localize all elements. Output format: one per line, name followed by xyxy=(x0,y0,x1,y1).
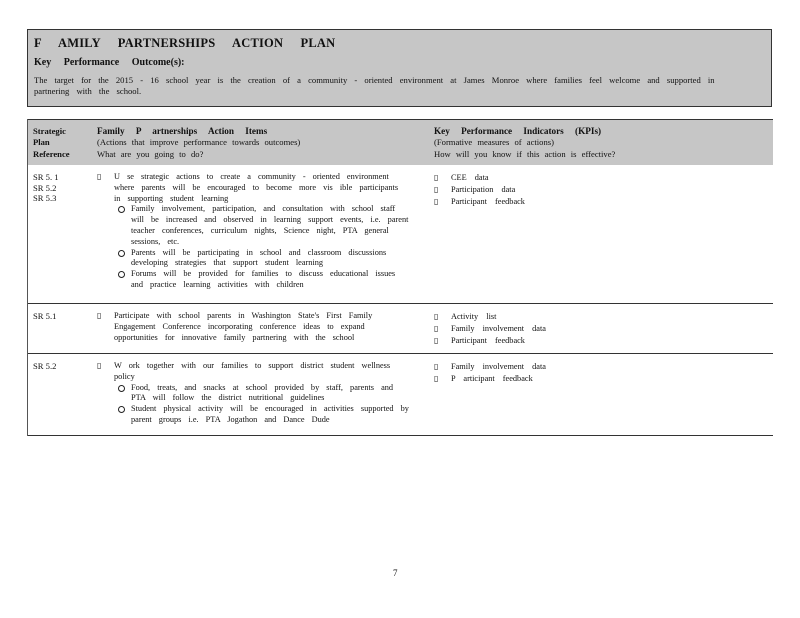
kpi-item: ▯ Family involvement data xyxy=(434,323,546,335)
bullet-icon: ▯ xyxy=(97,172,102,181)
kpo-label: Key Performance Outcome(s): xyxy=(34,57,185,68)
table-row xyxy=(28,165,773,304)
bullet-icon: ▯ xyxy=(97,361,102,370)
plan-reference: SR 5.1 xyxy=(33,311,57,321)
bullet-icon: ▯ xyxy=(97,311,102,320)
action-item: U se strategic actions to create a community - oriented environment where parents will be encouraged to become more vis ible participants in supporting student learning Family involvement, participation, and consultation with school staff will be increased and observed in learning support events, i.e. parent teacher conferences, curriculum nights, Science night, PTA general sessions, etc. Parents will be participating in school and classroom discussions developing strategies that support student learning Forums will be provided for families to discuss educational issues and practice learning activities with children xyxy=(114,172,409,289)
sub-item: Family involvement, participation, and consultation with school staff will be increased and observed in learning support events, i.e. parent teacher conferences, curriculum nights, Science night, PTA general sessions, etc. xyxy=(114,204,409,247)
kpi-item: ▯ Participation data xyxy=(434,184,525,196)
target-text: The target for the 2015 - 16 school year is the creation of a community - oriented environment at James Monroe where families feel welcome and supported in partnering with the school. xyxy=(34,75,715,96)
kpi-list xyxy=(434,172,525,208)
kpi-item: ▯ Activity list xyxy=(434,311,546,323)
table-row xyxy=(28,354,773,436)
page-title: F AMILY PARTNERSHIPS ACTION PLAN xyxy=(34,36,336,50)
sub-item: Food, treats, and snacks at school provided by staff, parents and PTA will follow the district nutritional guidelines xyxy=(114,383,409,405)
header-box xyxy=(27,29,772,107)
kpi-list xyxy=(434,311,546,347)
sub-item: Forums will be provided for families to discuss educational issues and practice learning activities with children xyxy=(114,269,409,291)
action-item: Participate with school parents in Washington State's First Family Engagement Conference incorporating conference ideas to expand opportunities for innovative family partnering with the school xyxy=(114,311,373,342)
table-row xyxy=(28,304,773,354)
kpi-item: ▯ CEE data xyxy=(434,172,525,184)
page-number: 7 xyxy=(393,568,398,578)
kpi-item: ▯ Family involvement data xyxy=(434,361,546,373)
table-header xyxy=(28,119,773,165)
kpi-list xyxy=(434,361,546,385)
kpi-item: ▯ Participant feedback xyxy=(434,335,546,347)
action-item: W ork together with our families to support district student wellness policy Food, treats, and snacks at school provided by staff, parents and PTA will follow the district nutritional guidelines Student physical activity will be encouraged in activities supported by parent groups i.e. PTA Jogathon and Dance Dude xyxy=(114,361,409,424)
col-strategic-plan: Strategic Plan Reference xyxy=(33,126,70,159)
kpi-item: ▯ Participant feedback xyxy=(434,196,525,208)
sub-item: Student physical activity will be encouraged in activities supported by parent groups i.e. PTA Jogathon and Dance Dude xyxy=(114,404,409,426)
sub-item: Parents will be participating in school and classroom discussions developing strategies that support student learning xyxy=(114,248,409,270)
kpi-item: ▯ P articipant feedback xyxy=(434,373,546,385)
col-action-items: Family P artnerships Action Items (Actions that improve performance towards outcomes) What are you going to do? xyxy=(97,126,301,159)
plan-reference: SR 5. 1 SR 5.2 SR 5.3 xyxy=(33,172,59,203)
action-table xyxy=(27,119,772,436)
col-kpis: Key Performance Indicators (KPIs) (Formative measures of actions) How will you know if this action is effective? xyxy=(434,126,616,159)
plan-reference: SR 5.2 xyxy=(33,361,57,371)
